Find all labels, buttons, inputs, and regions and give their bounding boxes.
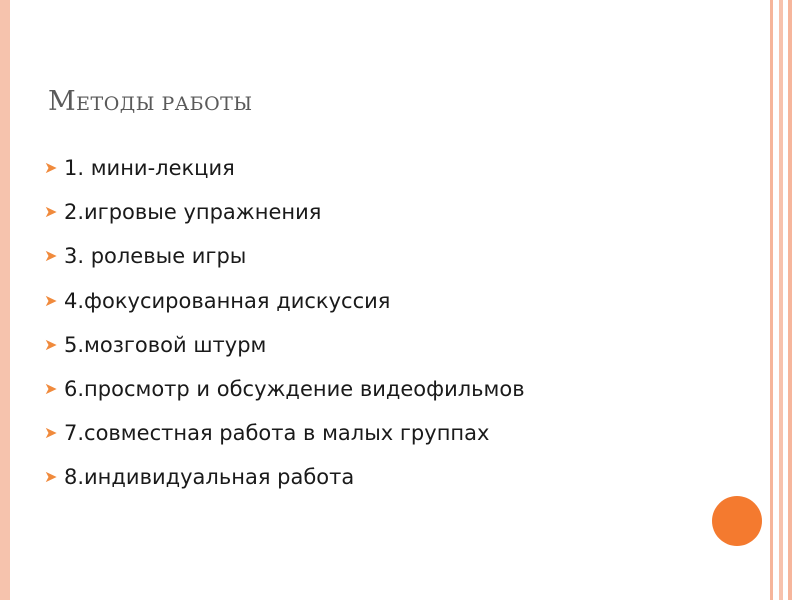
decorative-orange-circle <box>712 496 762 546</box>
list-item <box>44 323 525 367</box>
list-item <box>44 455 525 499</box>
list-item-text: 7.совместная работа в малых группах <box>64 421 490 446</box>
title-first-letter: М <box>48 86 77 117</box>
bullet-icon: ➤ <box>44 379 58 399</box>
list-item <box>44 279 525 323</box>
bullet-icon: ➤ <box>44 467 58 487</box>
methods-list <box>44 146 525 500</box>
list-item <box>44 190 525 234</box>
list-item <box>44 367 525 411</box>
bullet-icon: ➤ <box>44 158 58 178</box>
slide-title <box>48 86 253 118</box>
list-item <box>44 146 525 190</box>
bullet-icon: ➤ <box>44 246 58 266</box>
bullet-icon: ➤ <box>44 423 58 443</box>
list-item-text: 5.мозговой штурм <box>64 332 267 357</box>
bullet-icon: ➤ <box>44 202 58 222</box>
list-item <box>44 234 525 278</box>
list-item-text: 1. мини-лекция <box>64 156 235 181</box>
left-decorative-border <box>0 0 10 600</box>
bullet-icon: ➤ <box>44 290 58 310</box>
list-item <box>44 411 525 455</box>
list-item-text: 4.фокусированная дискуссия <box>64 288 391 313</box>
title-rest: ЕТОДЫ РАБОТЫ <box>76 93 253 115</box>
list-item-text: 2.игровые упражнения <box>64 200 322 225</box>
list-item-text: 8.индивидуальная работа <box>64 465 355 490</box>
bullet-icon: ➤ <box>44 334 58 354</box>
right-decorative-stripes <box>766 0 800 600</box>
list-item-text: 6.просмотр и обсуждение видеофильмов <box>64 377 525 402</box>
list-item-text: 3. ролевые игры <box>64 244 247 269</box>
